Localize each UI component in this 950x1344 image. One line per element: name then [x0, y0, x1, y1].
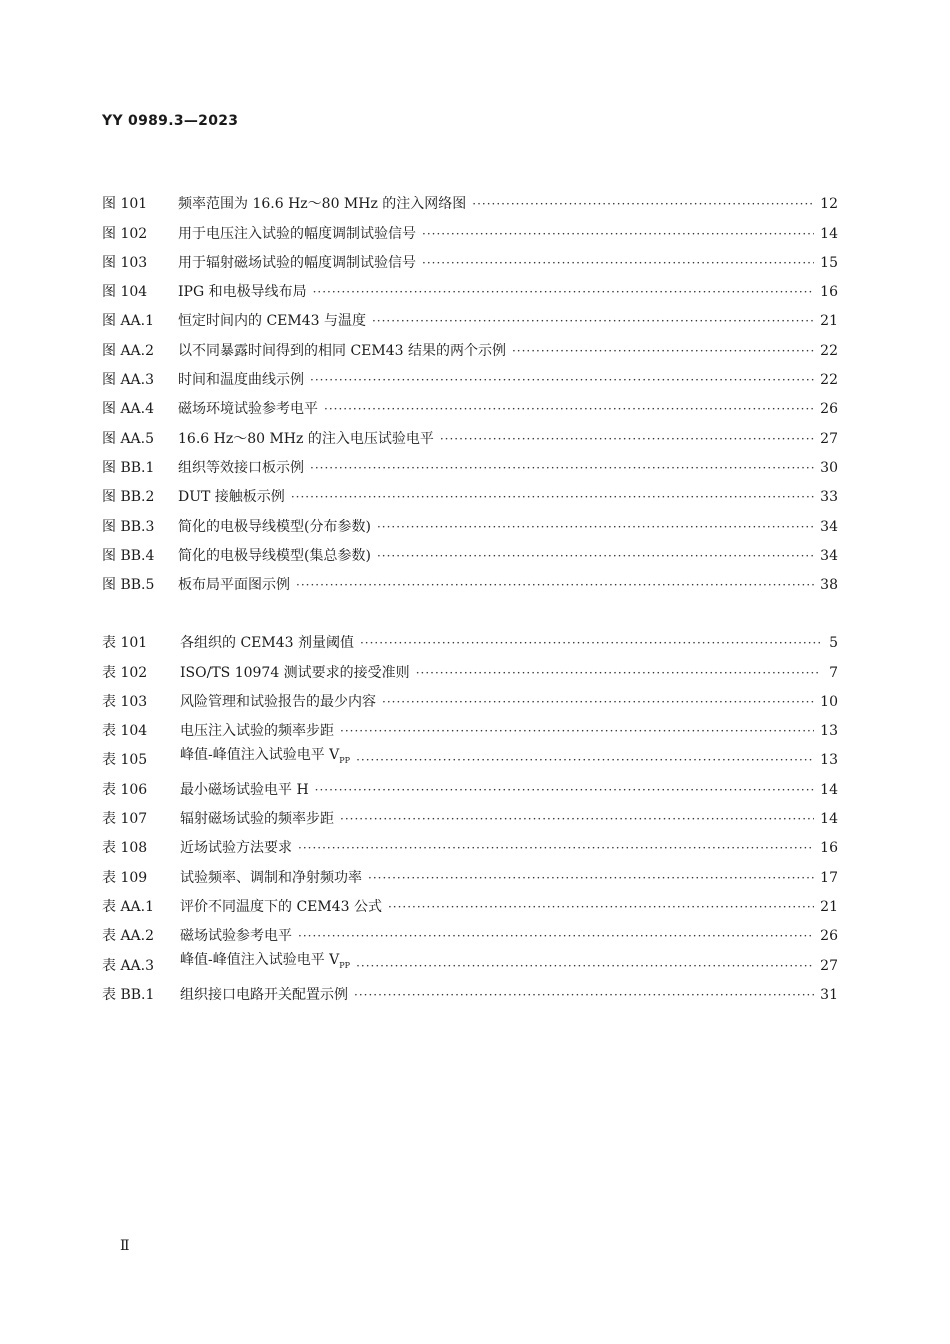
figure-entry[interactable] [102, 507, 838, 536]
entry-page-number: 14 [820, 781, 838, 798]
table-entry[interactable] [102, 653, 838, 682]
dot-leader [298, 838, 814, 858]
dot-leader [291, 487, 814, 507]
entry-label: 图 AA.3 [102, 372, 155, 389]
entry-title: 以不同暴露时间得到的相同 CEM43 结果的两个示例 [178, 342, 506, 359]
entry-title: ISO/TS 10974 测试要求的接受准则 [180, 664, 410, 681]
table-entry[interactable] [102, 917, 838, 946]
entry-label: 表 108 [102, 840, 148, 857]
entry-label: 图 AA.1 [102, 313, 155, 330]
figure-entry[interactable] [102, 185, 838, 214]
entry-page-number: 26 [820, 401, 838, 418]
figure-entry[interactable] [102, 273, 838, 302]
entry-page-number: 13 [820, 723, 838, 740]
entry-label: 图 101 [102, 196, 148, 213]
entry-title: 用于电压注入试验的幅度调制试验信号 [178, 225, 416, 242]
dot-leader [296, 575, 814, 595]
table-entry[interactable] [102, 858, 838, 887]
entry-title: 组织等效接口板示例 [178, 459, 304, 476]
entry-page-number: 31 [820, 986, 838, 1003]
figure-list [102, 185, 838, 595]
dot-leader [340, 809, 814, 829]
dot-leader [422, 253, 814, 273]
entry-title: 近场试验方法要求 [180, 840, 292, 857]
entry-title: 时间和温度曲线示例 [178, 372, 304, 389]
entry-page-number: 22 [820, 372, 838, 389]
entry-page-number: 13 [820, 752, 838, 769]
entry-label: 表 107 [102, 811, 148, 828]
dot-leader [315, 780, 815, 800]
entry-label: 表 103 [102, 693, 148, 710]
entry-page-number: 30 [820, 459, 838, 476]
dot-leader [313, 282, 815, 302]
entry-page-number: 16 [820, 284, 838, 301]
entry-page-number: 17 [820, 869, 838, 886]
table-entry[interactable] [102, 624, 838, 653]
entry-label: 表 AA.1 [102, 898, 155, 915]
entry-label: 表 102 [102, 664, 148, 681]
entry-label: 图 BB.3 [102, 518, 155, 535]
entry-page-number: 34 [820, 547, 838, 564]
entry-label: 表 106 [102, 781, 148, 798]
table-entry[interactable] [102, 800, 838, 829]
entry-label: 图 AA.2 [102, 342, 155, 359]
figure-entry[interactable] [102, 449, 838, 478]
dot-leader [310, 370, 814, 390]
dot-leader [354, 985, 814, 1005]
entry-page-number: 16 [820, 840, 838, 857]
table-entry[interactable] [102, 829, 838, 858]
entry-page-number: 5 [829, 635, 838, 652]
figure-entry[interactable] [102, 566, 838, 595]
dot-leader [440, 429, 814, 449]
entry-title: DUT 接触板示例 [178, 489, 285, 506]
entry-title: 磁场试验参考电平 [180, 928, 292, 945]
entry-page-number: 33 [820, 489, 838, 506]
page-number: Ⅱ [120, 1238, 130, 1254]
entry-page-number: 38 [820, 577, 838, 594]
entry-page-number: 10 [820, 693, 838, 710]
entry-title: 板布局平面图示例 [178, 577, 290, 594]
figure-entry[interactable] [102, 537, 838, 566]
entry-page-number: 27 [820, 957, 838, 974]
entry-title: 电压注入试验的频率步距 [180, 723, 334, 740]
entry-title: 辐射磁场试验的频率步距 [180, 811, 334, 828]
figure-entry[interactable] [102, 331, 838, 360]
entry-title-subscript: PP [339, 960, 351, 970]
entry-title: 磁场环境试验参考电平 [178, 401, 318, 418]
entry-label: 表 AA.3 [102, 957, 155, 974]
dot-leader [356, 750, 814, 770]
entry-page-number: 15 [820, 254, 838, 271]
dot-leader [372, 311, 814, 331]
figure-entry[interactable] [102, 361, 838, 390]
dot-leader [388, 897, 814, 917]
entry-title: 评价不同温度下的 CEM43 公式 [180, 898, 382, 915]
entry-page-number: 34 [820, 518, 838, 535]
entry-page-number: 22 [820, 342, 838, 359]
dot-leader [422, 224, 814, 244]
figure-entry[interactable] [102, 478, 838, 507]
figure-entry[interactable] [102, 214, 838, 243]
entry-label: 表 101 [102, 635, 148, 652]
dot-leader [298, 926, 814, 946]
table-entry[interactable] [102, 712, 838, 741]
entry-title: 16.6 Hz～80 MHz 的注入电压试验电平 [178, 430, 434, 447]
entry-page-number: 14 [820, 225, 838, 242]
figure-entry[interactable] [102, 244, 838, 273]
entry-page-number: 27 [820, 430, 838, 447]
entry-title: IPG 和电极导线布局 [178, 284, 307, 301]
entry-label: 图 104 [102, 284, 148, 301]
entry-page-number: 14 [820, 811, 838, 828]
entry-label: 表 104 [102, 723, 148, 740]
table-list [102, 624, 838, 1005]
entry-label: 表 109 [102, 869, 148, 886]
entry-label: 表 BB.1 [102, 986, 155, 1003]
entry-title: 简化的电极导线模型(分布参数) [178, 518, 371, 535]
entry-title: 恒定时间内的 CEM43 与温度 [178, 313, 366, 330]
entry-title: 用于辐射磁场试验的幅度调制试验信号 [178, 254, 416, 271]
entry-label: 图 BB.1 [102, 459, 155, 476]
entry-title-subscript: PP [339, 755, 351, 765]
entry-label: 图 102 [102, 225, 148, 242]
dot-leader [368, 868, 814, 888]
entry-title: 最小磁场试验电平 H [180, 781, 309, 798]
table-entry[interactable] [102, 683, 838, 712]
dot-leader [472, 194, 814, 214]
entry-title: 简化的电极导线模型(集总参数) [178, 547, 371, 564]
entry-label: 表 AA.2 [102, 928, 155, 945]
entry-label: 图 BB.4 [102, 547, 155, 564]
entry-title: 试验频率、调制和净射频功率 [180, 869, 362, 886]
entry-title: 组织接口电路开关配置示例 [180, 986, 348, 1003]
entry-title: 风险管理和试验报告的最少内容 [180, 693, 376, 710]
entry-title: 频率范围为 16.6 Hz～80 MHz 的注入网络图 [178, 196, 467, 213]
entry-label: 图 AA.5 [102, 430, 155, 447]
standard-code: YY 0989.3—2023 [102, 113, 239, 129]
entry-label: 图 BB.2 [102, 489, 155, 506]
entry-label: 表 105 [102, 752, 148, 769]
table-entry[interactable] [102, 888, 838, 917]
entry-title: 峰值-峰值注入试验电平 $V_{PP}$ [180, 951, 351, 970]
figure-entry[interactable] [102, 419, 838, 448]
entry-title: 峰值-峰值注入试验电平 $V_{PP}$ [180, 746, 351, 765]
dot-leader [324, 399, 814, 419]
table-entry[interactable] [102, 741, 838, 770]
dot-leader [360, 633, 820, 653]
dot-leader [340, 721, 814, 741]
dot-leader [377, 546, 814, 566]
entry-page-number: 21 [820, 313, 838, 330]
entry-label: 图 103 [102, 254, 148, 271]
dot-leader [512, 341, 814, 361]
dot-leader [382, 692, 814, 712]
entry-page-number: 21 [820, 898, 838, 915]
figure-entry[interactable] [102, 302, 838, 331]
entry-label: 图 BB.5 [102, 577, 155, 594]
table-entry[interactable] [102, 946, 838, 975]
entry-title: 各组织的 CEM43 剂量阈值 [180, 635, 354, 652]
dot-leader [377, 517, 814, 537]
table-entry[interactable] [102, 976, 838, 1005]
dot-leader [310, 458, 814, 478]
entry-page-number: 7 [829, 664, 838, 681]
table-entry[interactable] [102, 770, 838, 799]
dot-leader [416, 663, 820, 683]
dot-leader [356, 956, 814, 976]
figure-entry[interactable] [102, 390, 838, 419]
entry-page-number: 12 [820, 196, 838, 213]
entry-page-number: 26 [820, 928, 838, 945]
entry-label: 图 AA.4 [102, 401, 155, 418]
